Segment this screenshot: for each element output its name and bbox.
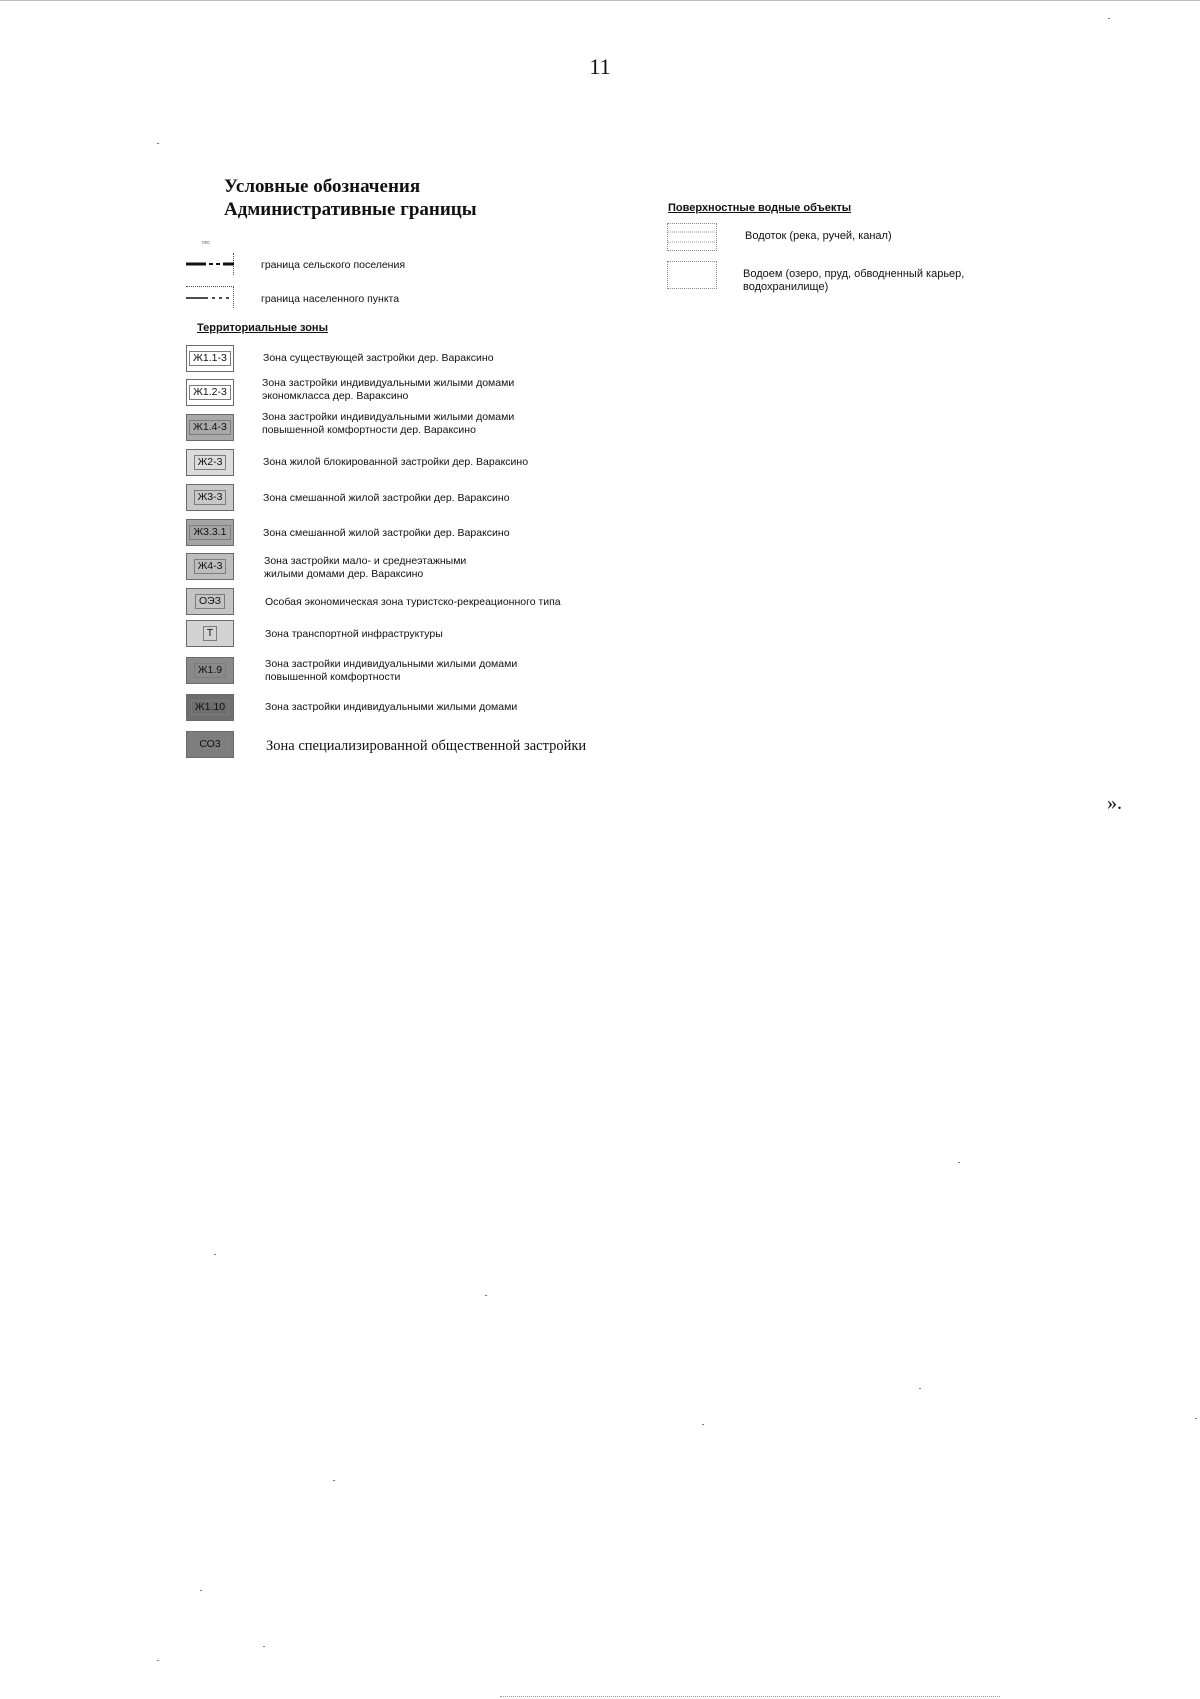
- zone-code: Ж1.4-3: [189, 420, 231, 435]
- zone-code: Ж1.1-3: [189, 351, 231, 366]
- zone-swatch: [186, 484, 234, 511]
- small-mark: ппс: [202, 240, 210, 246]
- zone-swatch: [186, 519, 234, 546]
- zone-code: Т: [203, 626, 217, 641]
- admin-boundaries-heading: Административные границы: [224, 199, 477, 220]
- scan-speck: [958, 1162, 960, 1163]
- scan-edge: [500, 1696, 1000, 1697]
- zone-code: СО3: [195, 737, 224, 752]
- scan-speck: [157, 1660, 159, 1661]
- zone-label: Зона жилой блокированной застройки дер. Вараксино: [263, 456, 529, 468]
- watercourse-symbol: [667, 223, 717, 251]
- dashed-line-icon: [186, 287, 234, 309]
- dash-dot-line-icon: [186, 253, 234, 275]
- zone-label: Зона застройки мало- и среднеэтажными жилыми домами дер. Вараксино: [264, 555, 467, 580]
- zone-swatch: [186, 345, 234, 372]
- zone-swatch: [186, 449, 234, 476]
- zone-swatch: [186, 379, 234, 406]
- watercourse-label: Водоток (река, ручей, канал): [745, 230, 892, 242]
- waterbody-symbol: [667, 261, 717, 289]
- zone-label: Зона специализированной общественной застройки: [266, 738, 587, 754]
- zone-label: Зона застройки индивидуальными жилыми домами: [265, 701, 518, 713]
- page-number: 11: [589, 54, 611, 79]
- zone-swatch: [186, 553, 234, 580]
- territorial-zones-heading: Территориальные зоны: [197, 322, 328, 334]
- zone-code: Ж1.10: [191, 700, 229, 715]
- scan-speck: [1195, 1418, 1197, 1419]
- zone-label: Зона существующей застройки дер. Вараксино: [263, 352, 494, 364]
- scan-edge: [0, 0, 1200, 1]
- zone-swatch: [186, 414, 234, 441]
- rural-boundary-label: граница сельского поселения: [261, 259, 406, 271]
- zone-swatch: [186, 588, 234, 615]
- zone-label: Особая экономическая зона туристско-рекреационного типа: [265, 596, 561, 608]
- zone-swatch: [186, 620, 234, 647]
- zone-code: Ж2-3: [194, 455, 227, 470]
- settlement-boundary-label: граница населенного пункта: [261, 293, 400, 305]
- scan-speck: [200, 1590, 202, 1591]
- legend-title: Условные обозначения: [224, 176, 421, 197]
- waterbody-label: Водоем (озеро, пруд, обводненный карьер, водохранилище): [743, 268, 965, 293]
- watercourse-line-icon: [668, 224, 716, 250]
- scan-speck: [333, 1480, 335, 1481]
- zone-code: Ж3.3.1: [189, 525, 230, 540]
- zone-label: Зона застройки индивидуальными жилыми домами повышенной комфортности: [265, 658, 518, 683]
- scan-speck: [263, 1646, 265, 1647]
- scan-speck: [1108, 18, 1110, 19]
- scan-speck: [919, 1388, 921, 1389]
- scan-speck: [485, 1295, 487, 1296]
- settlement-boundary-symbol: [186, 286, 234, 308]
- zone-code: ОЭЗ: [195, 594, 225, 609]
- zone-swatch: [186, 731, 234, 758]
- zone-label: Зона застройки индивидуальными жилыми домами экономкласса дер. Вараксино: [262, 377, 515, 402]
- water-objects-heading: Поверхностные водные объекты: [668, 202, 852, 214]
- closing-quote: ».: [1107, 792, 1122, 814]
- zone-swatch: [186, 694, 234, 721]
- zone-code: Ж1.9: [194, 663, 226, 678]
- zone-swatch: [186, 657, 234, 684]
- zone-code: Ж1.2-3: [189, 385, 231, 400]
- zone-label: Зона транспортной инфраструктуры: [265, 628, 443, 640]
- zone-label: Зона смешанной жилой застройки дер. Вараксино: [263, 527, 510, 539]
- zone-code: Ж4-3: [194, 559, 227, 574]
- zone-code: Ж3-3: [194, 490, 227, 505]
- zone-label: Зона застройки индивидуальными жилыми домами повышенной комфортности дер. Вараксино: [262, 411, 515, 436]
- scan-speck: [157, 143, 159, 144]
- scan-speck: [702, 1424, 704, 1425]
- scan-speck: [214, 1254, 216, 1255]
- rural-boundary-symbol: [186, 253, 234, 275]
- zone-label: Зона смешанной жилой застройки дер. Вараксино: [263, 492, 510, 504]
